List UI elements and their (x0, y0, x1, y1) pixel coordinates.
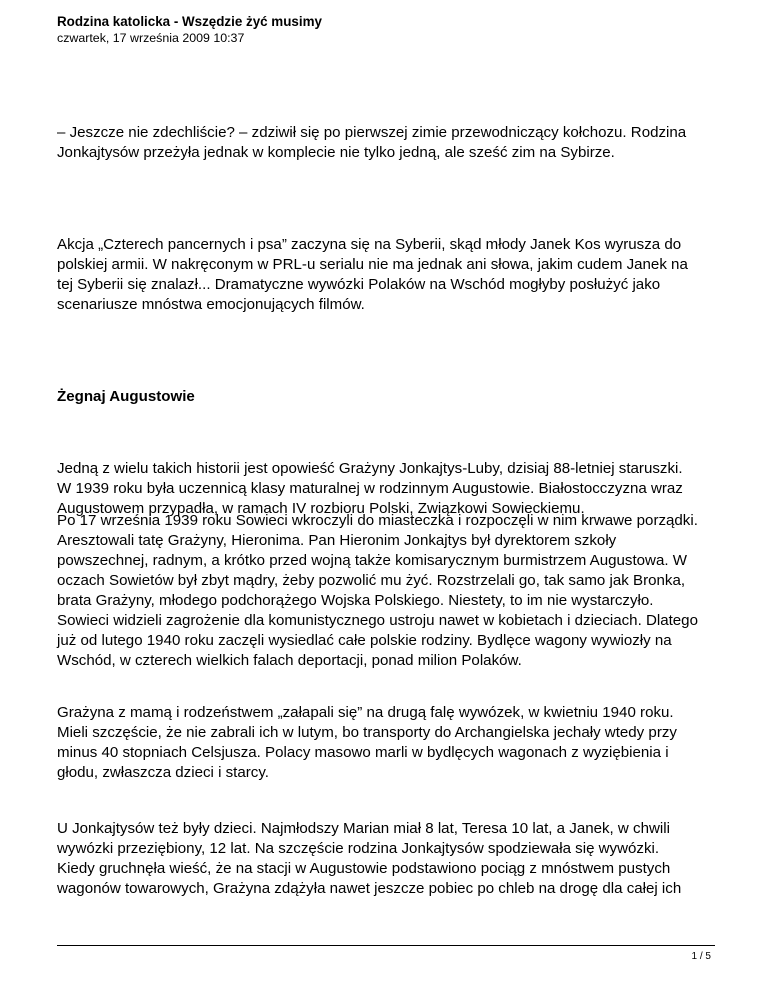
text-line: minus 40 stopniach Celsjusza. Polacy masowo marli w bydlęcych wagonach z wyziębienia i (57, 744, 669, 761)
text-line: głodu, zwłaszcza dzieci i starcy. (57, 764, 269, 781)
text-line: Po 17 września 1939 roku Sowieci wkroczyli do miasteczka i rozpoczęli w nim krwawe porządki. (57, 512, 698, 529)
text-line: – Jeszcze nie zdechliście? – zdziwił się po pierwszej zimie przewodniczący kołchozu. Rodzina (57, 124, 687, 141)
text-line: U Jonkajtysów też były dzieci. Najmłodszy Marian miał 8 lat, Teresa 10 lat, a Janek, w chwili (57, 820, 670, 837)
text-line: powszechnej, radnym, a krótko przed wojną także komisarycznym burmistrzem Augustowa. W (57, 552, 687, 569)
page-number: 1 / 5 (691, 951, 711, 962)
text-line: Grażyna z mamą i rodzeństwem „załapali się” na drugą falę wywózek, w kwietniu 1940 roku. (57, 704, 674, 721)
text-line: Wschód, w czterech wielkich falach deportacji, ponad milion Polaków. (57, 652, 522, 669)
section-heading: Żegnaj Augustowie (57, 388, 195, 405)
text-line: Mieli szczęście, że nie zabrali ich w lutym, bo transporty do Archangielska jechały wtedy przy (57, 724, 677, 741)
text-line: Augustowem przypadła, w ramach IV rozbioru Polski, Związkowi Sowieckiemu. (57, 500, 585, 517)
text-line: Jedną z wielu takich historii jest opowieść Grażyny Jonkajtys-Luby, dzisiaj 88-letniej staruszki. (57, 460, 683, 477)
text-line: już od lutego 1940 roku zaczęli wysiedlać całe polskie rodziny. Bydlęce wagony wywiozły na (57, 632, 672, 649)
text-line: wywózki przeziębiony, 12 lat. Na szczęście rodzina Jonkajtysów spodziewała się wywózki. (57, 840, 660, 857)
paragraph-5 (57, 703, 722, 783)
paragraph-6 (57, 819, 722, 899)
publication-date: czwartek, 17 września 2009 10:37 (57, 31, 245, 45)
text-line: Akcja „Czterech pancernych i psa” zaczyna się na Syberii, skąd młody Janek Kos wyrusza do (57, 236, 682, 253)
text-line: W 1939 roku była uczennicą klasy maturalnej w rodzinnym Augustowie. Białostocczyzna wraz (57, 480, 683, 497)
paragraph-2 (57, 235, 722, 315)
page-header (57, 13, 717, 46)
text-line: Kiedy gruchnęła wieść, że na stacji w Augustowie podstawiono pociąg z mnóstwem pustych (57, 860, 671, 877)
text-line: brata Grażyny, młodego podchorążego Wojska Polskiego. Niestety, to im nie wystarczyło. (57, 592, 654, 609)
footer-divider (57, 945, 715, 946)
paragraph-4 (57, 511, 722, 671)
text-line: tej Syberii się znalazł... Dramatyczne wywózki Polaków na Wschód mogłyby posłużyć jako (57, 276, 661, 293)
paragraph-1 (57, 123, 722, 163)
text-line: wagonów towarowych, Grażyna zdążyła nawet jeszcze pobiec po chleb na drogę dla całej ich (57, 880, 682, 897)
document-title: Rodzina katolicka - Wszędzie żyć musimy (57, 14, 322, 29)
paragraph-3 (57, 459, 722, 519)
text-line: scenariusze mnóstwa emocjonujących filmów. (57, 296, 365, 313)
text-line: Aresztowali tatę Grażyny, Hieronima. Pan Hieronim Jonkajtys był dyrektorem szkoły (57, 532, 617, 549)
text-line: Sowieci widzieli zagrożenie dla komunistycznego ustroju nawet w kobietach i dzieciach. Dlatego (57, 612, 698, 629)
text-line: Jonkajtysów przeżyła jednak w komplecie nie tylko jedną, ale sześć zim na Sybirze. (57, 144, 615, 161)
text-line: oczach Sowietów był zbyt mądry, żeby pozwolić mu żyć. Rozstrzelali go, tak samo jak Bronka, (57, 572, 686, 589)
text-line: polskiej armii. W nakręconym w PRL-u serialu nie ma jednak ani słowa, jakim cudem Janek na (57, 256, 688, 273)
